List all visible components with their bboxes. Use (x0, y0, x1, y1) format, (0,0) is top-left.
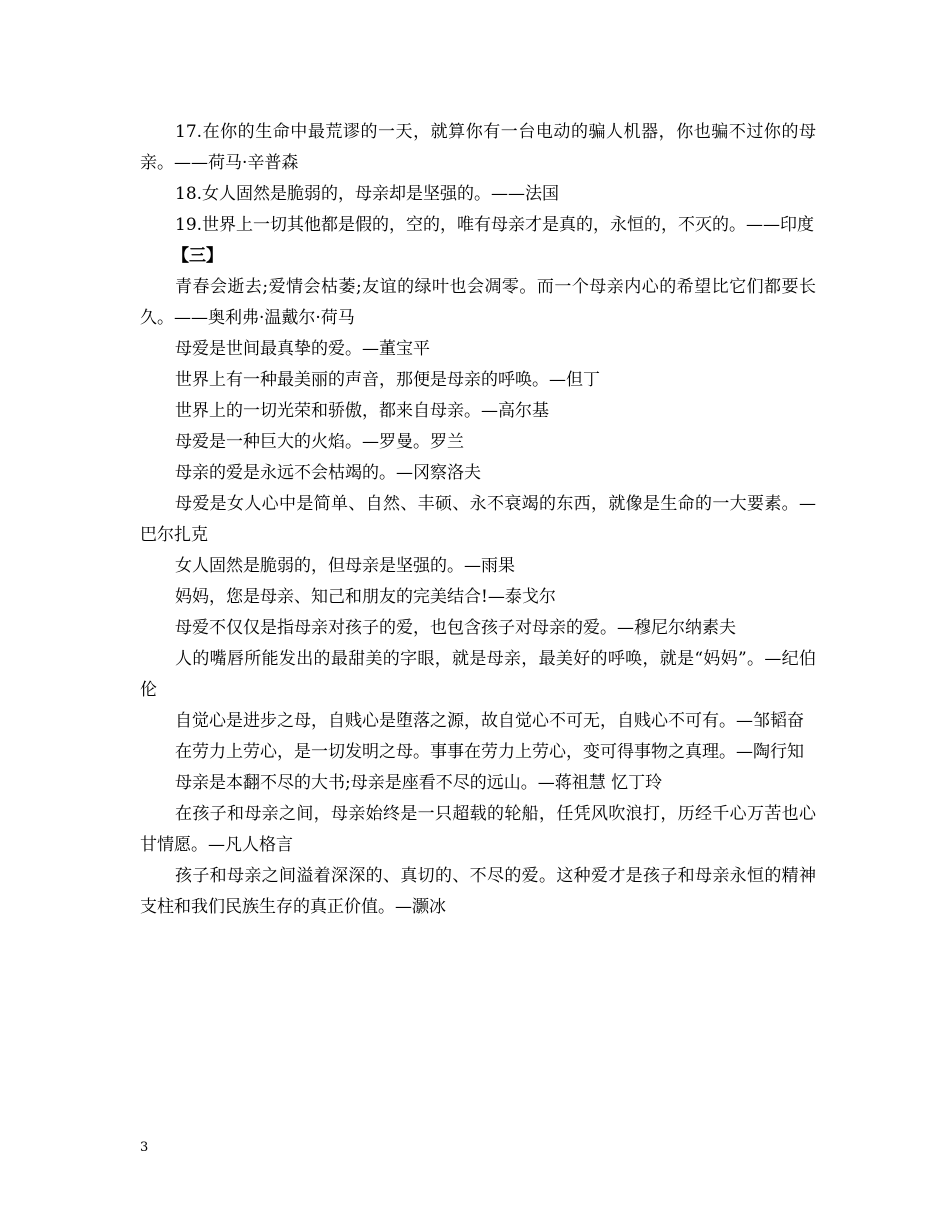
quote-paragraph: 青春会逝去;爱情会枯萎;友谊的绿叶也会凋零。而一个母亲内心的希望比它们都要长久。——奥利弗·温戴尔·荷马 (140, 277, 816, 328)
quote-paragraph: 17.在你的生命中最荒谬的一天，就算你有一台电动的骗人机器，你也骗不过你的母亲。——荷马·辛普森 (140, 122, 816, 173)
quote-paragraph: 世界上有一种最美丽的声音，那便是母亲的呼唤。—但丁 (175, 370, 600, 390)
quote-paragraph: 在孩子和母亲之间，母亲始终是一只超载的轮船，任凭风吹浪打，历经千心万苦也心甘情愿。—凡人格言 (140, 804, 816, 855)
quote-paragraph: 世界上的一切光荣和骄傲，都来自母亲。—高尔基 (175, 401, 549, 421)
quote-paragraph: 19.世界上一切其他都是假的，空的，唯有母亲才是真的，永恒的，不灭的。——印度 (175, 215, 815, 235)
quote-paragraph: 母爱是一种巨大的火焰。—罗曼。罗兰 (175, 432, 464, 452)
quote-paragraph: 母爱不仅仅是指母亲对孩子的爱，也包含孩子对母亲的爱。—穆尼尔纳素夫 (175, 618, 736, 638)
quote-paragraph: 母亲是本翻不尽的大书;母亲是座看不尽的远山。—蒋祖慧 忆丁玲 (175, 773, 663, 793)
page-body (140, 117, 816, 923)
section-heading: 【三】 (172, 246, 223, 266)
quote-paragraph: 妈妈，您是母亲、知己和朋友的完美结合!—泰戈尔 (175, 587, 556, 607)
quote-paragraph: 母亲的爱是永远不会枯竭的。—冈察洛夫 (175, 463, 481, 483)
quote-paragraph: 孩子和母亲之间溢着深深的、真切的、不尽的爱。这种爱才是孩子和母亲永恒的精神支柱和我们民族生存的真正价值。—灏冰 (140, 866, 816, 917)
page-number: 3 (140, 1140, 149, 1155)
quote-paragraph: 女人固然是脆弱的，但母亲是坚强的。—雨果 (175, 556, 515, 576)
quote-paragraph: 母爱是女人心中是简单、自然、丰硕、永不衰竭的东西，就像是生命的一大要素。—巴尔扎克 (140, 494, 816, 545)
quote-paragraph: 在劳力上劳心，是一切发明之母。事事在劳力上劳心，变可得事物之真理。—陶行知 (175, 742, 804, 762)
quote-paragraph: 18.女人固然是脆弱的，母亲却是坚强的。——法国 (175, 184, 560, 204)
quote-paragraph: 自觉心是进步之母，自贱心是堕落之源，故自觉心不可无，自贱心不可有。—邹韬奋 (175, 711, 804, 731)
quote-paragraph: 母爱是世间最真挚的爱。—董宝平 (175, 339, 430, 359)
quote-paragraph: 人的嘴唇所能发出的最甜美的字眼，就是母亲，最美好的呼唤，就是“妈妈”。—纪伯伦 (140, 649, 816, 700)
